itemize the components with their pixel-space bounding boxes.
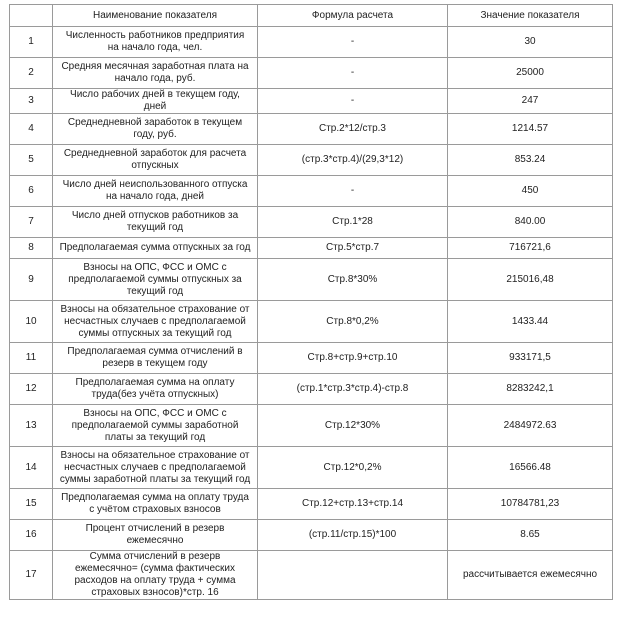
header-name: Наименование показателя [53, 5, 258, 27]
table-row [10, 176, 613, 207]
row-formula: (стр.11/стр.15)*100 [258, 520, 448, 551]
row-number: 12 [10, 374, 53, 405]
row-value: 25000 [448, 58, 613, 89]
table-row [10, 207, 613, 238]
table-row [10, 27, 613, 58]
row-formula: Стр.8*0,2% [258, 301, 448, 343]
row-formula: Стр.8*30% [258, 259, 448, 301]
row-name: Число дней отпусков работников за текущий год [53, 207, 258, 238]
row-name: Взносы на обязательное страхование от несчастных случаев с предполагаемой суммы заработной платы за текущий год [53, 447, 258, 489]
row-number: 7 [10, 207, 53, 238]
row-formula: Стр.1*28 [258, 207, 448, 238]
row-number: 13 [10, 405, 53, 447]
row-value: 215016,48 [448, 259, 613, 301]
row-number: 10 [10, 301, 53, 343]
row-number: 9 [10, 259, 53, 301]
row-value: 933171,5 [448, 343, 613, 374]
table-row [10, 58, 613, 89]
row-value: 30 [448, 27, 613, 58]
row-value: 840.00 [448, 207, 613, 238]
table-row [10, 89, 613, 114]
row-number: 16 [10, 520, 53, 551]
header-formula: Формула расчета [258, 5, 448, 27]
row-formula: Стр.5*стр.7 [258, 238, 448, 259]
row-formula: Стр.12*0,2% [258, 447, 448, 489]
header-number [10, 5, 53, 27]
row-formula [258, 551, 448, 600]
table-row [10, 145, 613, 176]
row-name: Взносы на обязательное страхование от несчастных случаев с предполагаемой суммы отпускных за текущий год [53, 301, 258, 343]
table-header-row [10, 5, 613, 27]
table-row [10, 447, 613, 489]
table-row [10, 259, 613, 301]
table-row [10, 238, 613, 259]
row-name: Численность работников предприятия на начало года, чел. [53, 27, 258, 58]
table-row [10, 489, 613, 520]
row-value: 450 [448, 176, 613, 207]
row-value: 1433.44 [448, 301, 613, 343]
table-row [10, 520, 613, 551]
row-value: рассчитывается ежемесячно [448, 551, 613, 600]
row-number: 11 [10, 343, 53, 374]
row-name: Предполагаемая сумма на оплату труда с учётом страховых взносов [53, 489, 258, 520]
row-name: Предполагаемая сумма отчислений в резерв в текущем году [53, 343, 258, 374]
row-formula: - [258, 27, 448, 58]
row-number: 1 [10, 27, 53, 58]
row-value: 8283242,1 [448, 374, 613, 405]
row-name: Взносы на ОПС, ФСС и ОМС с предполагаемой суммы отпускных за текущий год [53, 259, 258, 301]
row-name: Предполагаемая сумма на оплату труда(без учёта отпускных) [53, 374, 258, 405]
row-formula: Стр.12*30% [258, 405, 448, 447]
table-row [10, 374, 613, 405]
row-formula: Стр.12+стр.13+стр.14 [258, 489, 448, 520]
table-row [10, 405, 613, 447]
row-value: 853.24 [448, 145, 613, 176]
row-number: 3 [10, 89, 53, 114]
row-formula: Стр.2*12/стр.3 [258, 114, 448, 145]
row-number: 5 [10, 145, 53, 176]
header-value: Значение показателя [448, 5, 613, 27]
row-value: 8.65 [448, 520, 613, 551]
row-name: Взносы на ОПС, ФСС и ОМС с предполагаемой суммы заработной платы за текущий год [53, 405, 258, 447]
row-formula: - [258, 89, 448, 114]
row-number: 2 [10, 58, 53, 89]
row-number: 15 [10, 489, 53, 520]
table-row [10, 301, 613, 343]
row-name: Предполагаемая сумма отпускных за год [53, 238, 258, 259]
row-value: 10784781,23 [448, 489, 613, 520]
row-name: Среднедневной заработок в текущем году, руб. [53, 114, 258, 145]
indicator-table [9, 4, 613, 600]
row-formula: (стр.1*стр.3*стр.4)-стр.8 [258, 374, 448, 405]
row-formula: - [258, 176, 448, 207]
row-formula: (стр.3*стр.4)/(29,3*12) [258, 145, 448, 176]
row-number: 6 [10, 176, 53, 207]
table-row [10, 343, 613, 374]
row-name: Число дней неиспользованного отпуска на начало года, дней [53, 176, 258, 207]
row-name: Средняя месячная заработная плата на начало года, руб. [53, 58, 258, 89]
row-formula: Стр.8+стр.9+стр.10 [258, 343, 448, 374]
row-value: 247 [448, 89, 613, 114]
row-number: 14 [10, 447, 53, 489]
row-formula: - [258, 58, 448, 89]
row-value: 16566.48 [448, 447, 613, 489]
table-row [10, 114, 613, 145]
row-name: Сумма отчислений в резерв ежемесячно= (сумма фактических расходов на оплату труда + сумма страховых взносов)*стр. 16 [53, 551, 258, 600]
row-value: 2484972.63 [448, 405, 613, 447]
row-name: Число рабочих дней в текущем году, дней [53, 89, 258, 114]
row-number: 8 [10, 238, 53, 259]
row-name: Процент отчислений в резерв ежемесячно [53, 520, 258, 551]
row-number: 17 [10, 551, 53, 600]
row-value: 1214.57 [448, 114, 613, 145]
row-name: Среднедневной заработок для расчета отпускных [53, 145, 258, 176]
row-number: 4 [10, 114, 53, 145]
table-row [10, 551, 613, 600]
row-value: 716721,6 [448, 238, 613, 259]
